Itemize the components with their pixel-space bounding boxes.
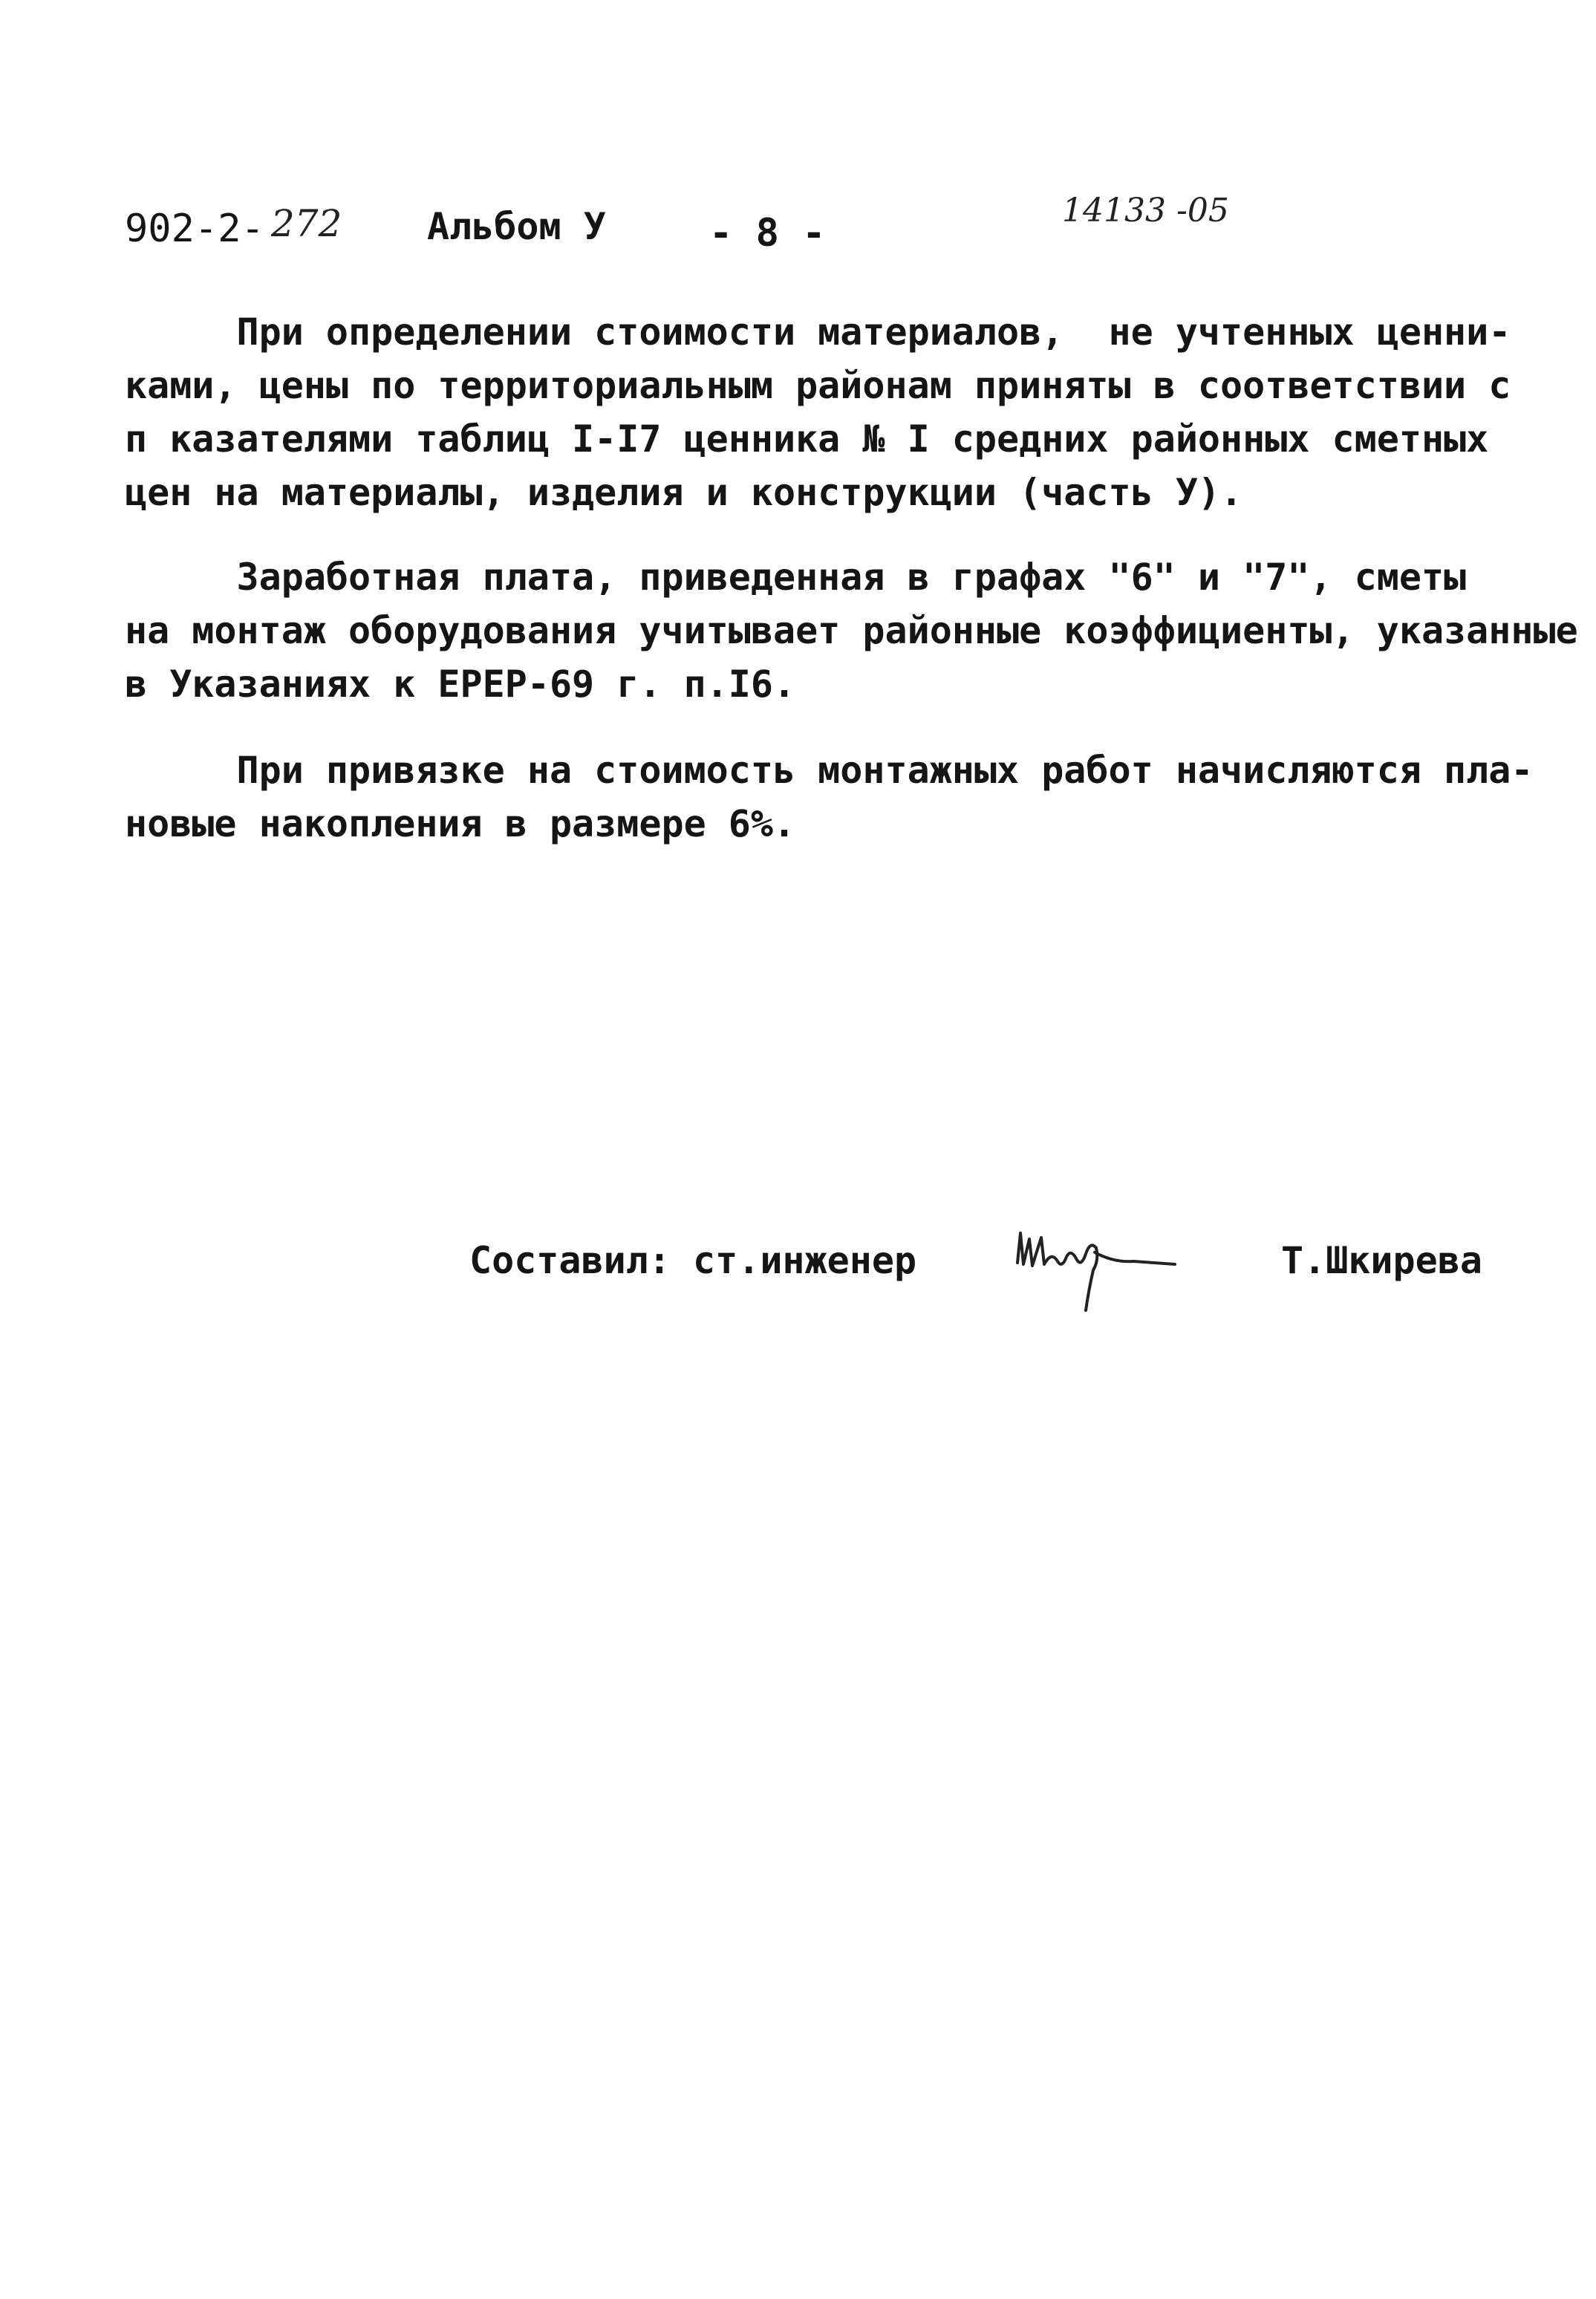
album-label: Альбом У [427, 205, 606, 248]
compiled-by-label: Составил: ст.инженер [469, 1239, 917, 1282]
page-number: - 8 - [709, 211, 826, 256]
paragraph-line: ками, цены по территориальным районам приняты в соответствии с [125, 364, 1511, 407]
paragraph-line: в Указаниях к ЕРЕР-69 г. п.I6. [125, 663, 796, 706]
series-number: 902-2- [125, 207, 264, 251]
paragraph-line: При определении стоимости материалов, не учтенных ценни- [125, 310, 1511, 354]
paragraph-line: цен на материалы, изделия и конструкции (часть У). [125, 471, 1243, 514]
signature [1003, 1218, 1181, 1315]
paragraph-line: Заработная плата, приведенная в графах "6" и "7", сметы [125, 556, 1467, 599]
paragraph-line: на монтаж оборудования учитывает районные коэффициенты, указанные [125, 609, 1578, 652]
sheet-code-handwritten: 14133 -05 [1062, 192, 1229, 230]
paragraph-line: новые накопления в размере 6%. [125, 802, 796, 845]
signer-name: Т.Шкирева [1281, 1239, 1482, 1282]
paragraph-line: При привязке на стоимость монтажных работ начисляются пла- [125, 749, 1534, 792]
series-number-handwritten: 272 [271, 202, 342, 245]
paragraph-line: п казателями таблиц I-I7 ценника № I средних районных сметных [125, 417, 1489, 461]
